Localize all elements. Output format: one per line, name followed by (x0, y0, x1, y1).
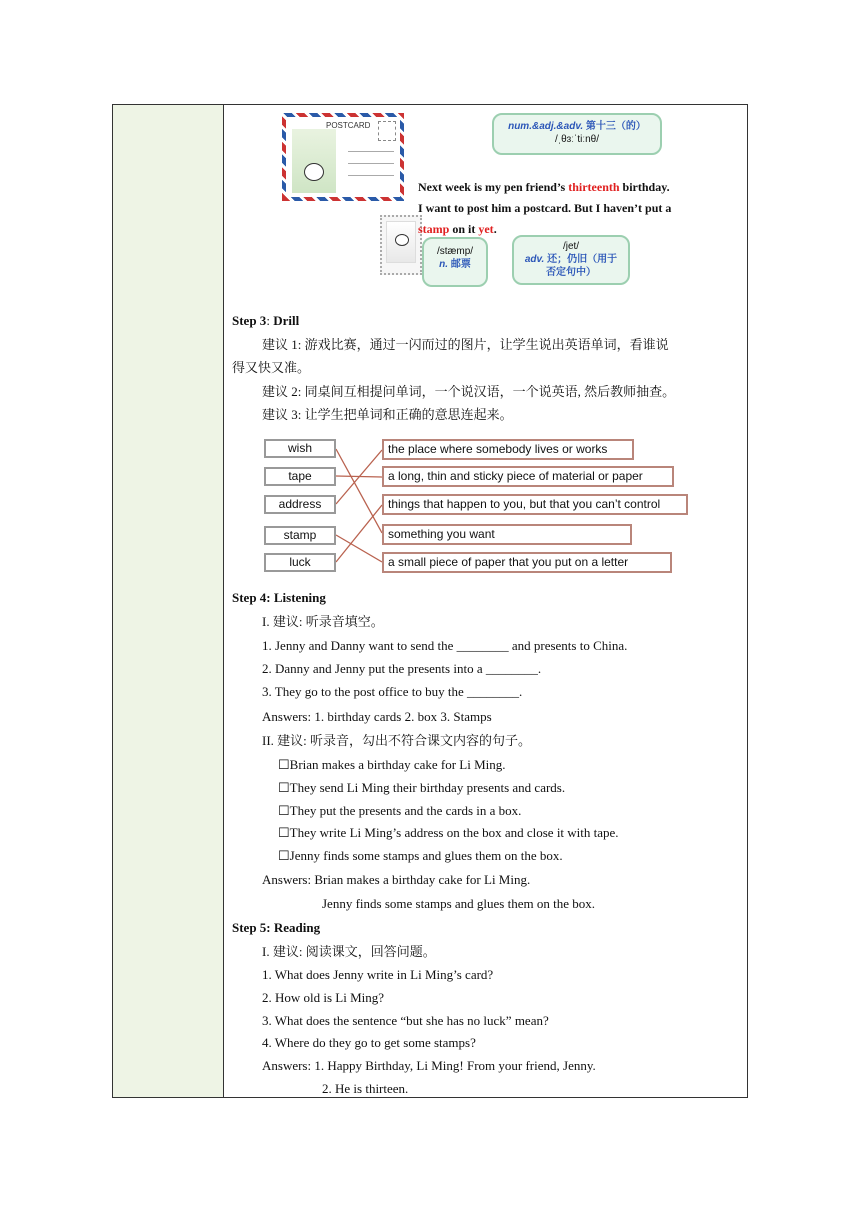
check-item: ☐They put the presents and the cards in a box. (278, 803, 522, 818)
postcard-image (282, 113, 404, 201)
bubble-yet (512, 235, 630, 285)
step4-answers-ii-cont: Jenny finds some stamps and glues them on the box. (322, 896, 595, 911)
stamp-image (380, 215, 422, 275)
pos-label: n. (439, 259, 449, 270)
word-box: tape (264, 467, 336, 486)
pos-label: adv. (524, 254, 545, 265)
stamp-slot (378, 121, 396, 141)
highlight-word: yet (478, 222, 494, 236)
definition-box: a long, thin and sticky piece of material or paper (382, 466, 674, 487)
vocab-illustration (276, 109, 736, 289)
check-item: ☐They write Li Ming’s address on the box and close it with tape. (278, 825, 619, 840)
meaning-label: 邮票 (450, 259, 471, 270)
step4-question: 3. They go to the post office to buy the ________. (262, 684, 523, 699)
panda-icon (395, 234, 409, 246)
word-box: wish (264, 439, 336, 458)
highlight-word: thirteenth (568, 180, 620, 194)
word-box: luck (264, 553, 336, 572)
sentence-text: Next week is my pen friend’s (418, 180, 569, 194)
sentence-text: birthday. (619, 180, 670, 194)
bamboo-art (292, 129, 336, 193)
matching-exercise (264, 435, 694, 575)
postcard-label: POSTCARD (326, 121, 371, 130)
word-box: address (264, 495, 336, 514)
step3-suggestion-2: 建议 2: 同桌间互相提问单词，一个说汉语，一个说英语, 然后教师抽查。 (262, 384, 676, 399)
phonetic-label: /stæmp/ (436, 246, 474, 257)
lesson-table (112, 104, 748, 1098)
definition-box: a small piece of paper that you put on a letter (382, 552, 672, 573)
definition-box: things that happen to you, but that you can’t control (382, 494, 688, 515)
sentence-text: I want to post him a postcard. But I haven’t put a (418, 201, 672, 215)
step4-answers-ii: Answers: Brian makes a birthday cake for Li Ming. (262, 872, 531, 887)
vocab-sentences (418, 177, 738, 240)
highlight-word: stamp (418, 222, 450, 236)
step5-question: 1. What does Jenny write in Li Ming’s card? (262, 967, 494, 982)
step5-question: 2. How old is Li Ming? (262, 990, 385, 1005)
address-line (348, 175, 394, 176)
sentence-text: . (493, 222, 497, 236)
step3-suggestion-1: 建议 1: 游戏比赛，通过一闪而过的图片，让学生说出英语单词，看谁说 (262, 337, 669, 352)
step3-suggestion-1-cont: 得又快又准。 (232, 360, 311, 375)
step4-question: 2. Danny and Jenny put the presents into a ________. (262, 661, 542, 676)
step4-question: 1. Jenny and Danny want to send the ________ and presents to China. (262, 638, 628, 653)
step5-answers-cont: 2. He is thirteen. (322, 1081, 409, 1096)
meaning-label: 第十三（的） (585, 121, 646, 132)
panda-icon (304, 163, 324, 181)
sentence-text: on it (449, 222, 479, 236)
phonetic-label: /ˌθɜːˈtiːnθ/ (554, 134, 600, 145)
step5-answers: Answers: 1. Happy Birthday, Li Ming! From your friend, Jenny. (262, 1058, 596, 1073)
step5-heading: Step 5: Reading (232, 920, 321, 935)
definition-box: something you want (382, 524, 632, 545)
bubble-stamp (422, 237, 488, 287)
step4-heading: Step 4: Listening (232, 590, 326, 605)
word-box: stamp (264, 526, 336, 545)
phonetic-label: /jet/ (562, 241, 580, 252)
right-column-cell (224, 105, 747, 1097)
step5-part-i: I. 建议: 阅读课文，回答问题。 (262, 944, 436, 959)
step4-part-ii: II. 建议: 听录音，勾出不符合课文内容的句子。 (262, 733, 532, 748)
left-column-cell (113, 105, 224, 1097)
bubble-thirteenth (492, 113, 662, 155)
check-item: ☐Brian makes a birthday cake for Li Ming. (278, 757, 506, 772)
address-line (348, 151, 394, 152)
check-item: ☐Jenny finds some stamps and glues them on the box. (278, 848, 563, 863)
address-line (348, 163, 394, 164)
step3-heading: Step 3: Drill (232, 313, 300, 328)
check-item: ☐They send Li Ming their birthday presents and cards. (278, 780, 566, 795)
definition-box: the place where somebody lives or works (382, 439, 634, 460)
step5-question: 3. What does the sentence “but she has no luck” mean? (262, 1013, 549, 1028)
step3-suggestion-3: 建议 3: 让学生把单词和正确的意思连起来。 (262, 407, 513, 422)
meaning-label: 还；仍旧（用于否定句中） (546, 254, 618, 278)
step4-part-i: I. 建议: 听录音填空。 (262, 614, 384, 629)
step4-answers-i: Answers: 1. birthday cards 2. box 3. Stamps (262, 709, 492, 724)
pos-label: num.&adj.&adv. (508, 121, 584, 132)
step5-question: 4. Where do they go to get some stamps? (262, 1035, 476, 1050)
